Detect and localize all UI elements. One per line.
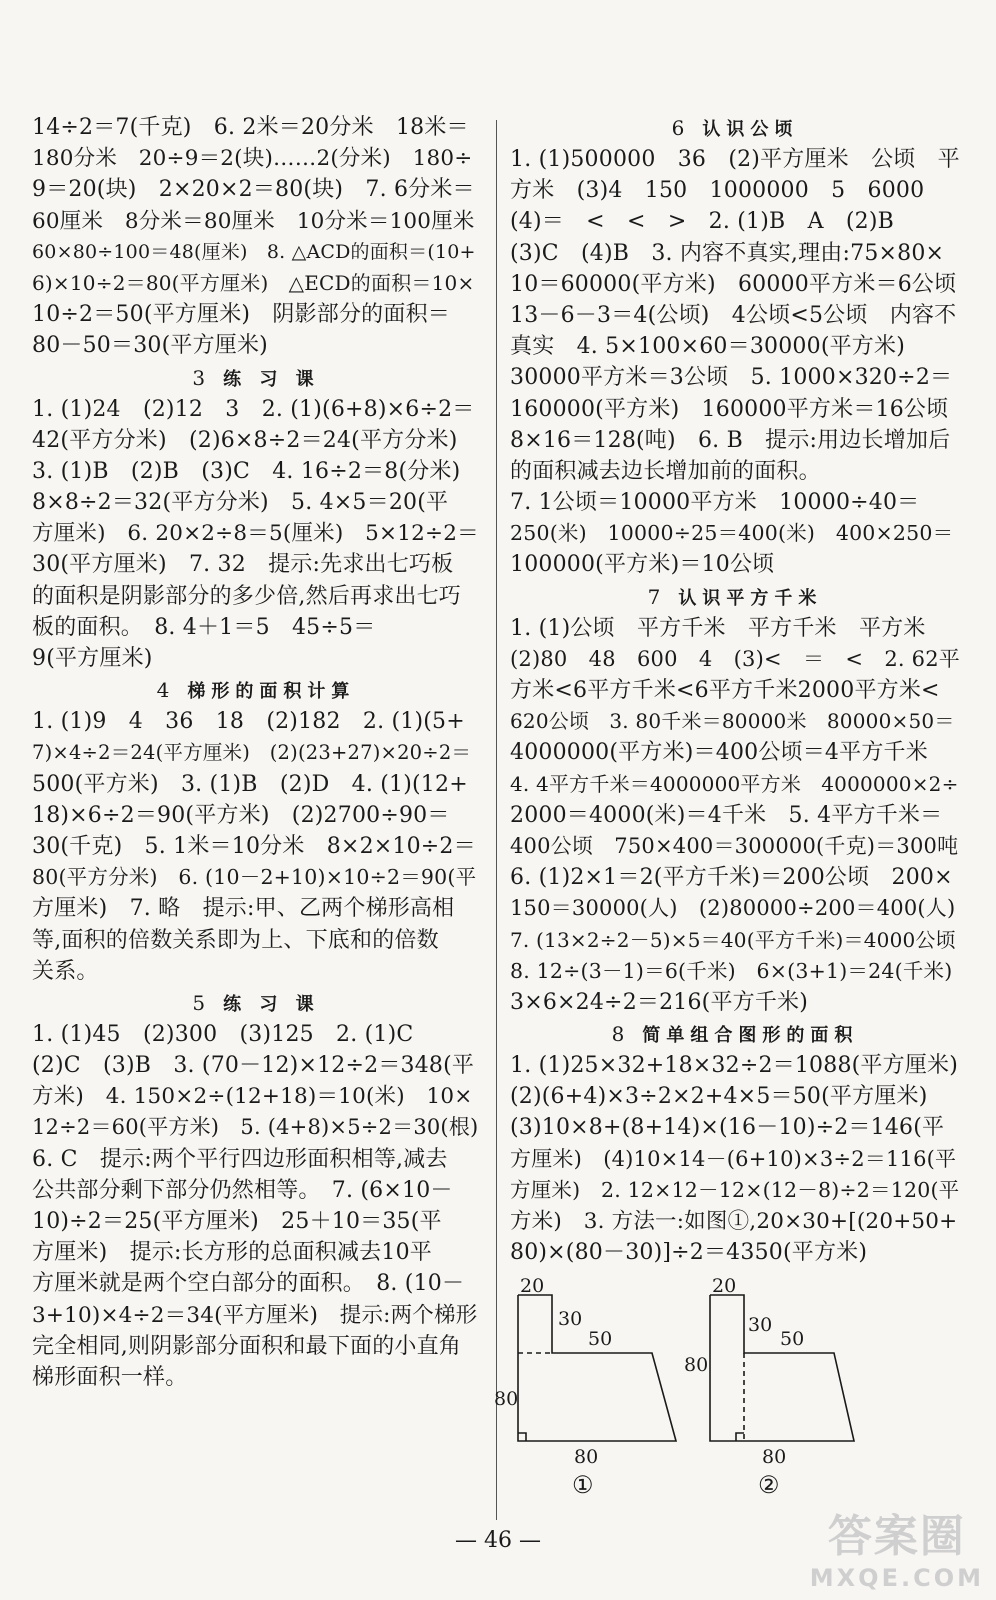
answer-line: 400公顷 750×400＝300000(千克)＝300吨 [510,833,959,858]
figure-1-label-top: 20 [520,1275,545,1297]
answer-line: (2)(6+4)×3÷2×2+4×5＝50(平方厘米) [510,1084,928,1110]
answer-line: 620公顷 3. 80千米＝80000米 80000×50＝ [510,709,955,734]
answer-line: 1. (1)500000 36 (2)平方厘米 公顷 平 [510,147,960,172]
answer-line: 1. (1)25×32+18×32÷2＝1088(平方厘米) [510,1053,959,1079]
answer-line: 30(千克) 5. 1米＝10分米 8×2×10÷2＝ [32,833,476,859]
answer-line: 500(平方米) 3. (1)B (2)D 4. (1)(12+ [32,771,468,797]
figure-2-label-left: 80 [684,1354,709,1376]
section-title: 练 习 课 [223,993,320,1015]
answer-line: 8×16＝128(吨) 6. B 提示:用边长增加后 [510,427,951,453]
answer-line: 9(平方厘米) [32,646,153,671]
answer-line: 1. (1)24 (2)12 3 2. (1)(6+8)×6÷2＝ [32,396,475,422]
page-number: — 46 — [455,1528,541,1553]
figure-1-label-left: 80 [494,1388,519,1410]
figures-area [494,1275,960,1535]
answer-line: 14÷2＝7(千克) 6. 2米＝20分米 18米＝ [32,115,469,140]
column-divider [496,120,497,1520]
section-number: 6 [671,116,685,140]
answer-line: 方厘米) 2. 12×12－12×(12－8)÷2＝120(平 [510,1177,960,1202]
figure-1-label-slant: 50 [588,1328,613,1350]
answer-line: 方米 (3)4 150 1000000 5 6000 [510,178,925,204]
section-title: 认识公顷 [702,119,799,140]
answer-line: 13－6－3＝4(公顷) 4公顷<5公顷 内容不 [510,302,957,328]
answer-line: 1. (1)9 4 36 18 (2)182 2. (1)(5+ [32,709,465,735]
answer-line: 30000平方米＝3公顷 5. 1000×320÷2＝ [510,365,953,391]
section-number: 8 [611,1022,625,1047]
answer-line: 真实 4. 5×100×60＝30000(平方米) [510,334,905,360]
answer-line: 3+10)×4÷2＝34(平方厘米) 提示:两个梯形 [32,1302,478,1328]
section-title: 练 习 课 [223,368,320,390]
answer-line: 42(平方分米) (2)6×8÷2＝24(平方分米) [32,427,458,453]
answer-line: 1. (1)45 (2)300 (3)125 2. (1)C [32,1021,414,1047]
answer-line: 18)×6÷2＝90(平方米) (2)2700÷90＝ [32,802,450,828]
composite-figures [494,1275,960,1535]
figure-1 [518,1295,676,1441]
answer-line: 公共部分剩下部分仍然相等。 7. (6×10－ [32,1177,453,1203]
answer-line: 100000(平方米)＝10公顷 [510,552,775,578]
right-column [510,112,960,1268]
watermark [810,1500,984,1592]
figure-1-label-step: 30 [558,1308,583,1330]
answer-line: 方厘米) 7. 略 提示:甲、乙两个梯形高相 [32,896,455,922]
section-heading [32,987,480,1019]
answer-line: 梯形面积一样。 [32,1364,188,1390]
section-number: 7 [647,584,661,609]
section-title: 认识平方千米 [678,587,823,609]
answer-line: 80－50＝30(平方厘米) [32,333,268,359]
answer-line: 完全相同,则阴影部分面积和最下面的小直角 [32,1333,461,1359]
answer-line: 的面积是阴影部分的多少倍,然后再求出七巧 [32,583,461,609]
figure-1-label-bottom: 80 [574,1446,599,1468]
answer-line: 方厘米) (4)10×14－(6+10)×3÷2＝116(平 [510,1146,957,1171]
answer-line: 3. (1)B (2)B (3)C 4. 16÷2＝8(分米) [32,458,461,484]
answer-line: 80(平方分米) 6. (10－2+10)×10÷2＝90(平 [32,865,477,890]
figure-2-label-top: 20 [712,1275,737,1297]
answer-line: 180分米 20÷9＝2(块)……2(分米) 180÷ [32,146,473,172]
answer-line: 30(平方厘米) 7. 32 提示:先求出七巧板 [32,552,454,578]
figure-2-caption: ② [758,1471,780,1499]
answer-line: 7. (13×2÷2－5)×5＝40(平方千米)＝4000公顷 [510,927,956,952]
figure-1-outline [518,1295,676,1441]
answer-line: 方厘米) 6. 20×2÷8＝5(厘米) 5×12÷2＝ [32,521,479,547]
answer-line: (3)C (4)B 3. 内容不真实,理由:75×80× [510,240,945,266]
answer-line: 4000000(平方米)＝400公顷＝4平方千米 [510,740,928,766]
answer-line: 方米) 4. 150×2÷(12+18)＝10(米) 10× [32,1084,473,1110]
section-number: 5 [192,990,206,1015]
section-title: 梯形的面积计算 [187,681,356,703]
answer-line: 12÷2＝60(平方米) 5. (4+8)×5÷2＝30(根) [32,1115,479,1140]
answer-line: 4. 4平方千米＝4000000平方米 4000000×2÷ [510,771,959,796]
answer-line: 8. 12÷(3－1)＝6(千米) 6×(3+1)＝24(千米) [510,958,953,983]
answer-line: (2)80 48 600 4 (3)< ＝ < 2. 62平 [510,646,961,671]
answer-line: (4)＝ < < > 2. (1)B A (2)B [510,209,894,235]
figure-2-outline [710,1295,854,1441]
answer-line: 10÷2＝50(平方厘米) 阴影部分的面积＝ [32,302,450,328]
figure-1-caption: ① [572,1471,594,1499]
answer-line: 2000＝4000(米)＝4千米 5. 4平方千米＝ [510,802,943,828]
figure-2-label-step: 30 [748,1314,773,1336]
section-heading [510,1018,960,1050]
answer-line: (3)10×8+(8+14)×(16－10)÷2＝146(平 [510,1115,945,1141]
section-heading [32,362,480,394]
answer-line: 3×6×24÷2＝216(平方千米) [510,989,809,1015]
answer-line: 方米<6平方千米<6平方千米2000平方米< [510,678,940,703]
left-column [32,112,480,1393]
answer-line: 的面积减去边长增加前的面积。 [510,458,821,484]
answer-line: 关系。 [32,958,99,984]
figure-1-right-angle [518,1433,526,1441]
section-heading [510,581,960,613]
section-number: 3 [192,365,206,390]
answer-line: 10＝60000(平方米) 60000平方米＝6公顷 [510,271,957,297]
section-title: 简单组合图形的面积 [642,1025,859,1047]
answer-line: 80)×(80－30)]÷2＝4350(平方米) [510,1240,868,1266]
section-number: 4 [156,678,170,703]
answer-line: 6. (1)2×1＝2(平方千米)＝200公顷 200× [510,865,953,891]
answer-line: 7)×4÷2＝24(平方厘米) (2)(23+27)×20÷2＝ [32,741,472,765]
figure-2-label-bottom: 80 [762,1446,787,1468]
section-heading [32,674,480,706]
figure-2 [710,1295,854,1441]
answer-line: 160000(平方米) 160000平方米＝16公顷 [510,396,949,422]
section-heading [510,112,960,144]
figure-2-label-slant: 50 [780,1328,805,1350]
answer-line: 等,面积的倍数关系即为上、下底和的倍数 [32,927,439,953]
answer-line: 方厘米就是两个空白部分的面积。 8. (10－ [32,1271,465,1297]
answer-line: 60×80÷100＝48(厘米) 8. △ACD的面积＝(10+ [32,240,476,263]
answer-line: 6. C 提示:两个平行四边形面积相等,减去 [32,1146,448,1172]
answer-line: 7. 1公顷＝10000平方米 10000÷40＝ [510,490,920,516]
answer-line: 方米) 3. 方法一:如图①,20×30+[(20+50+ [510,1209,958,1234]
watermark-url: MXQE.COM [809,1564,984,1592]
answer-line: 方厘米) 提示:长方形的总面积减去10平 [32,1240,432,1266]
watermark-title: 答案圈 [827,1511,966,1562]
answer-line: 板的面积。 8. 4＋1＝5 45÷5＝ [32,614,376,640]
answer-line: 60厘米 8分米＝80厘米 10分米＝100厘米 [32,208,475,234]
answer-line: 8×8÷2＝32(平方分米) 5. 4×5＝20(平 [32,490,449,516]
answer-line: 250(米) 10000÷25＝400(米) 400×250＝ [510,521,954,546]
answer-line: 9＝20(块) 2×20×2＝80(块) 7. 6分米＝ [32,177,475,203]
answer-line: (2)C (3)B 3. (70－12)×12÷2＝348(平 [32,1053,475,1079]
answer-line: 6)×10÷2＝80(平方厘米) △ECD的面积＝10× [32,270,475,295]
figure-2-right-angle [736,1433,744,1441]
answer-line: 10)÷2＝25(平方厘米) 25＋10＝35(平 [32,1209,442,1234]
answer-line: 150＝30000(人) (2)80000÷200＝400(人) [510,896,956,921]
answer-line: 1. (1)公顷 平方千米 平方千米 平方米 [510,615,926,641]
